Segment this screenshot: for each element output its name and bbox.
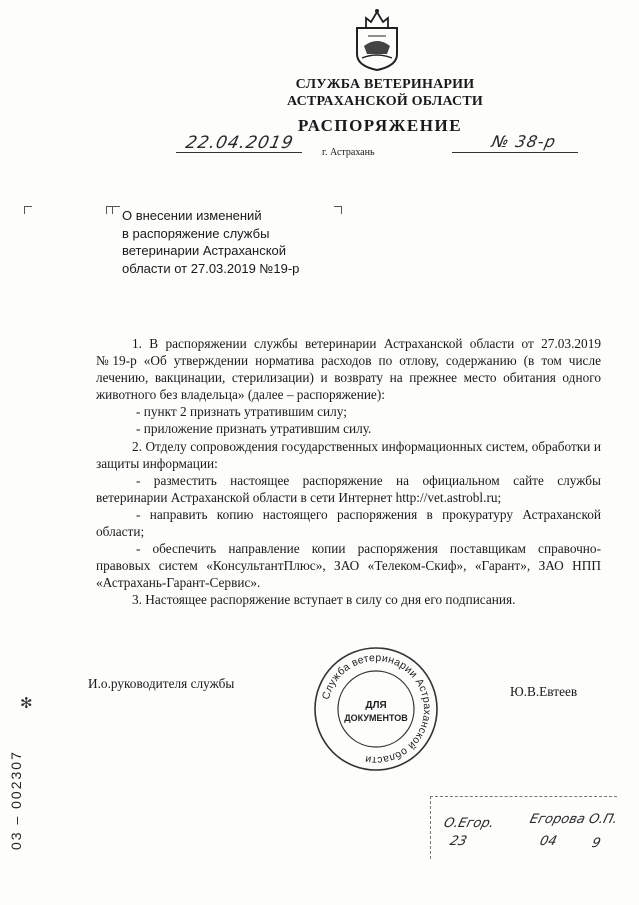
organization-name [250, 76, 520, 110]
subject-line: ветеринарии Астраханской [122, 243, 287, 259]
number-underline [452, 152, 578, 153]
corner-bracket [112, 206, 120, 214]
signer-name: Ю.В.Евтеев [510, 684, 578, 699]
registration-number: 03 – 002307 [8, 750, 24, 850]
official-stamp [312, 645, 440, 773]
handwritten-initials-left: О.Егор. [442, 816, 496, 831]
asterisk-mark: ✻ [20, 696, 33, 712]
paragraph-2: 2. Отделу сопровождения государственных информационных систем, обработки и защиты информации: [96, 438, 601, 471]
org-name-line1: СЛУЖБА ВЕТЕРИНАРИИ [295, 77, 475, 92]
subject-line: О внесении изменений [122, 208, 262, 223]
stamp-ring-text: Служба ветеринарии Астраханской области [320, 651, 434, 767]
paragraph-1: 1. В распоряжении службы ветеринарии Астраханской области от 27.03.2019 №19-р «Об утверждении норматива расходов по отлову, содержанию (в том числе лечению, вакцинации, стерилизации) и возврату на прежнее место обитания одного животного без владельца» (далее – распоряжение): [96, 336, 601, 403]
signer-title: И.о.руководителя службы [88, 676, 235, 691]
stamp-center-line2: ДОКУМЕНТОВ [344, 713, 408, 723]
city-label: г. Астрахань [322, 147, 375, 158]
handwritten-doc-number: № 38-р [489, 132, 559, 151]
document-subject [122, 207, 342, 277]
stamp-center-line1: ДЛЯ [365, 700, 387, 711]
subject-line: области от 27.03.2019 №19-р [122, 260, 300, 276]
paragraph-2-item-a: - разместить настоящее распоряжение на официальном сайте службы ветеринарии Астраханской области в сети Интернет http://vet.astrobl.ru; [96, 472, 601, 505]
paragraph-1-item-b: - приложение признать утратившим силу. [136, 421, 372, 437]
handwritten-extra-mark: 9 [590, 836, 603, 851]
document-type-heading: РАСПОРЯЖЕНИЕ [297, 116, 463, 135]
org-name-line2: АСТРАХАНСКОЙ ОБЛАСТИ [286, 94, 483, 109]
paragraph-1-item-a: - пункт 2 признать утратившим силу; [136, 404, 347, 420]
handwritten-day: 23 [448, 834, 469, 849]
date-underline [176, 152, 302, 153]
subject-line: в распоряжение службы [122, 225, 270, 241]
document-body [96, 335, 601, 609]
paragraph-2-item-c: - обеспечить направление копии распоряжения поставщикам справочно-правовых систем «КонсультантПлюс», ЗАО «Телеком-Скиф», «Гарант», ЗАО НПП «Астрахань-Гарант-Сервис». [96, 541, 601, 591]
coat-of-arms-emblem [352, 6, 402, 72]
paragraph-2-item-b: - направить копию настоящего распоряжения в прокуратуру Астраханской области; [96, 506, 601, 540]
handwritten-month: 04 [538, 834, 559, 849]
paragraph-3: 3. Настоящее распоряжение вступает в силу со дня его подписания. [132, 592, 516, 608]
handwritten-date: 22.04.2019 [183, 133, 296, 153]
corner-bracket [24, 206, 32, 214]
handwritten-initials-right: Егорова О.П. [528, 812, 620, 827]
